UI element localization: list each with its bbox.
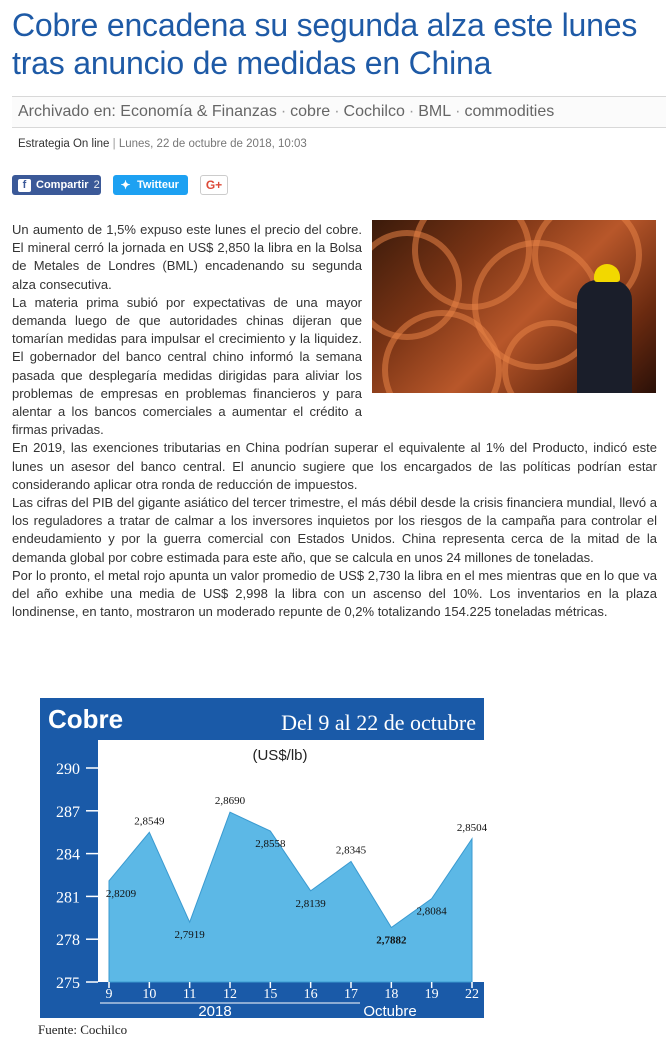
x-tick-label: 17: [344, 987, 358, 1002]
chart-title: Cobre: [48, 704, 124, 734]
price-area-series: [109, 812, 472, 982]
tag-link[interactable]: commodities: [464, 103, 555, 120]
y-tick-label: 275: [56, 975, 80, 992]
article-paragraph: Un aumento de 1,5% expuso este lunes el precio del cobre. El mineral cerró la jornada en US$ 2,850 la libra en la Bolsa de Metales de Londres (BML) encadenando su segunda alza consecutiva.: [12, 222, 362, 292]
article-paragraph: En 2019, las exenciones tributarias en China podrían superar el equivalente al 1% del Producto, indicó este lunes un asesor del banco central. El anuncio sugiere que los encargados de las políticas podrían estar considerando aplicar otra ronda de reducción de impuestos.: [12, 440, 657, 492]
facebook-share-button[interactable]: [12, 175, 101, 195]
data-label: 2,8504: [456, 821, 488, 834]
x-tick-label: 22: [465, 987, 479, 1002]
chart-svg: [30, 698, 490, 1023]
tag-link[interactable]: Cochilco: [343, 103, 405, 120]
share-buttons: [12, 175, 228, 197]
copper-price-chart: [30, 698, 490, 1043]
y-tick-label: 284: [56, 846, 80, 864]
x-group-label-month: Octubre: [363, 1003, 417, 1020]
data-label: 2,8209: [105, 887, 137, 900]
y-tick-label: 287: [56, 803, 80, 821]
x-tick-label: 18: [384, 987, 399, 1002]
article-paragraph: La materia prima subió por expectativas de una mayor demanda luego de que autoridades chinas dijeran que tomarían medidas para impulsar el crecimiento y la liquidez. El gobernador del banco central chino informó la semana pasada que desplegaría medidas dirigidas para aliviar los problemas de empresas en problemas financieros y para alentar a los bancos comerciales a aumentar el crédito a firmas privadas.: [12, 294, 362, 438]
chart-subtitle: Del 9 al 22 de octubre: [281, 710, 476, 735]
facebook-share-label: Compartir: [36, 179, 89, 191]
data-label: 2,8084: [416, 905, 447, 918]
chart-y-label: (US$/lb): [252, 747, 308, 764]
facebook-share-count: 2: [93, 179, 100, 191]
x-tick-label: 11: [182, 987, 197, 1002]
article-headline: Cobre encadena su segunda alza este lunes tras anuncio de medidas en China: [12, 7, 638, 81]
article-body: [12, 221, 657, 621]
x-group-label-year: 2018: [198, 1003, 232, 1020]
byline: Estrategia On line | Lunes, 22 de octubre de 2018, 10:03: [18, 138, 307, 150]
twitter-share-label: Twitteur: [137, 179, 179, 191]
y-tick-label: 290: [56, 761, 80, 778]
article-paragraph: Las cifras del PIB del gigante asiático del tercer trimestre, el más débil desde la crisis financiera mundial, llevó a los reguladores a tratar de calmar a los inversores inquietos por los riesgos de la campaña para controlar el endeudamiento y por la guerra comercial con Estados Unidos. China representa cerca de la mitad de la demanda global por cobre estimada para este año, que se calcula en unos 24 millones de toneladas.: [12, 495, 657, 565]
google-plus-icon: G+: [205, 178, 223, 192]
tag-link[interactable]: BML: [418, 103, 452, 120]
data-label: 2,7882: [376, 934, 407, 947]
x-tick-label: 12: [223, 987, 237, 1002]
twitter-share-button[interactable]: [113, 175, 188, 195]
byline-source: Estrategia On line: [18, 138, 110, 150]
data-label: 2,7919: [174, 929, 205, 942]
tag-link[interactable]: cobre: [290, 103, 331, 120]
x-tick-label: 9: [105, 987, 113, 1002]
archive-tags-bar: Archivado en: Economía & Finanzas · cobre · Cochilco · BML · commodities: [12, 96, 666, 128]
data-label: 2,8558: [255, 838, 286, 851]
data-label: 2,8139: [295, 897, 326, 910]
x-tick-label: 16: [303, 987, 318, 1002]
x-tick-label: 10: [142, 987, 157, 1002]
tag-link[interactable]: Economía & Finanzas: [120, 103, 277, 120]
y-tick-label: 278: [56, 932, 80, 950]
y-tick-label: 281: [56, 889, 80, 907]
archive-label: Archivado en:: [18, 103, 116, 120]
byline-date: Lunes, 22 de octubre de 2018, 10:03: [118, 138, 307, 150]
chart-source: Fuente: Cochilco: [38, 1022, 128, 1037]
facebook-icon: f: [18, 179, 31, 192]
x-tick-label: 15: [263, 987, 278, 1002]
data-label: 2,8549: [134, 815, 165, 828]
data-label: 2,8690: [214, 795, 246, 808]
twitter-icon: ✦: [120, 178, 131, 192]
article-paragraph: Por lo pronto, el metal rojo apunta un valor promedio de US$ 2,730 la libra en el mes mientras que en lo que va del año exhibe una media de US$ 2,998 la libra con un ascenso del 10%. Los inventarios en la plaza londinense, en tanto, mostraron un moderado repunte de 0,2% totalizando 154.225 toneladas métricas.: [12, 567, 657, 620]
data-label: 2,8345: [335, 844, 367, 857]
x-tick-label: 19: [424, 987, 439, 1002]
google-plus-share-button[interactable]: [200, 175, 228, 195]
